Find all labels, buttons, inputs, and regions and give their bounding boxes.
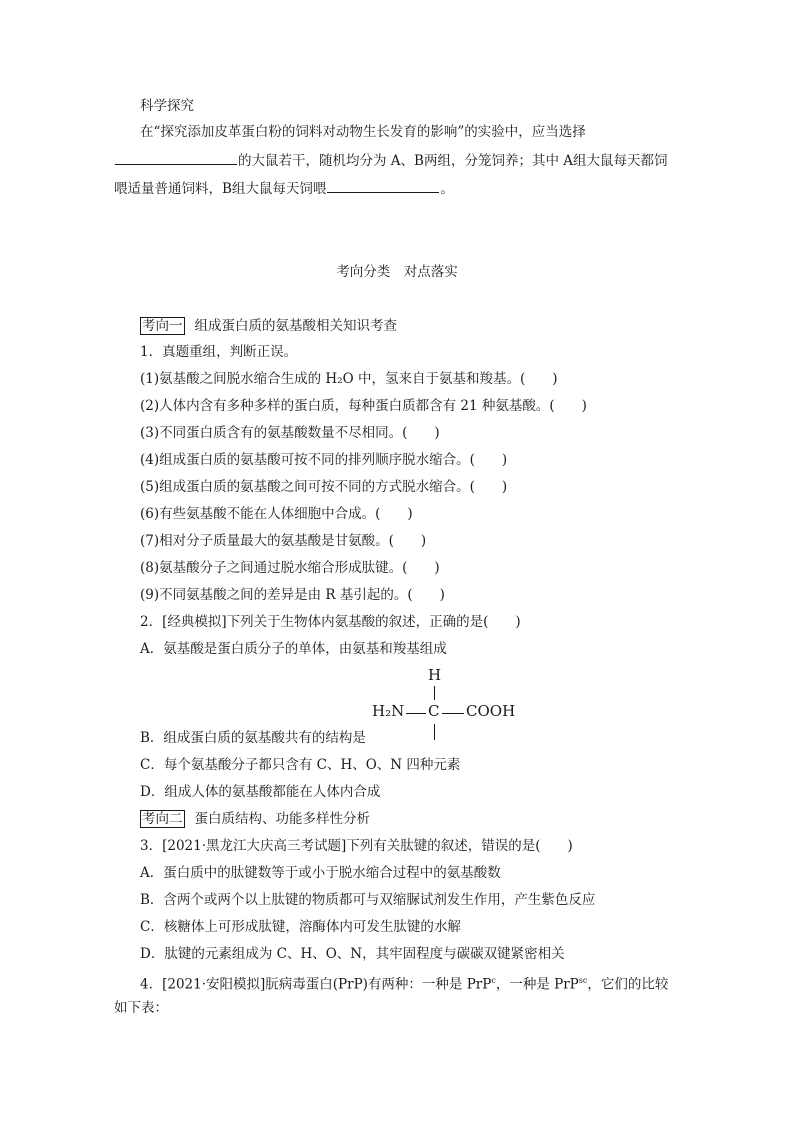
kaoxiang-1-label: 考向一 — [142, 318, 183, 334]
q1-item-7: (7)相对分子质量最大的氨基酸是甘氨酸。( ) — [140, 533, 427, 549]
q4-line-1-b: ，一种是 PrP — [495, 976, 579, 993]
answer-blank-1[interactable] — [115, 150, 237, 165]
formula-bond-right — [442, 713, 464, 714]
formula-left-h2n: H₂N — [372, 702, 405, 720]
q1-stem: 1．真题重组，判断正误。 — [140, 344, 298, 360]
amino-acid-structure-formula — [372, 666, 542, 744]
q1-item-8: (8)氨基酸分子之间通过脱水缩合形成肽键。( ) — [140, 560, 440, 576]
q4-line-1 — [140, 971, 668, 995]
q3-stem: 3．[2021·黑龙江大庆高三考试题]下列有关肽键的叙述，错误的是( ) — [140, 838, 573, 854]
q1-item-6: (6)有些氨基酸不能在人体细胞中合成。( ) — [140, 506, 413, 522]
answer-blank-2[interactable] — [327, 178, 439, 193]
q3-option-a: A．蛋白质中的肽键数等于或小于脱水缩合过程中的氨基酸数 — [140, 865, 501, 881]
q4-line-1-c: ，它们的比较 — [587, 976, 669, 993]
section-title: 考向分类 对点落实 — [336, 264, 458, 280]
q2-option-d: D．组成人体的氨基酸都能在人体内合成 — [140, 784, 381, 800]
intro-title: 科学探究 — [140, 98, 194, 114]
formula-bond-bottom — [434, 724, 435, 740]
q3-option-b: B．含两个或两个以上肽键的物质都可与双缩脲试剂发生作用，产生紫色反应 — [140, 892, 596, 908]
q1-item-3: (3)不同蛋白质含有的氨基酸数量不尽相同。( ) — [140, 425, 440, 441]
intro-line-3 — [114, 178, 454, 199]
q1-item-9: (9)不同氨基酸之间的差异是由 R 基引起的。( ) — [140, 587, 445, 603]
intro-line-2-text: 的大鼠若干，随机均分为 A、B两组，分笼饲养；其中 A组大鼠每天都饲 — [238, 153, 668, 169]
kaoxiang-2-title: 蛋白质结构、功能多样性分析 — [194, 811, 370, 827]
q2-stem: 2．[经典模拟]下列关于生物体内氨基酸的叙述，正确的是( ) — [140, 614, 521, 630]
q2-option-a: A．氨基酸是蛋白质分子的单体，由氨基和羧基组成 — [140, 641, 447, 657]
formula-bond-left — [406, 713, 426, 714]
q4-line-2: 如下表： — [114, 1000, 168, 1016]
kaoxiang-1-title: 组成蛋白质的氨基酸相关知识考查 — [194, 318, 397, 334]
q4-sup-sc: sc — [578, 976, 588, 985]
kaoxiang-1-heading — [140, 316, 397, 336]
formula-bond-top — [434, 686, 435, 700]
q4-sup-c: c — [491, 976, 496, 985]
q1-item-4: (4)组成蛋白质的氨基酸可按不同的排列顺序脱水缩合。( ) — [140, 452, 508, 468]
q2-option-b: B．组成蛋白质的氨基酸共有的结构是 — [140, 730, 366, 746]
kaoxiang-2-label: 考向二 — [142, 811, 183, 827]
formula-right-cooh: COOH — [466, 702, 516, 720]
q1-item-2: (2)人体内含有多种多样的蛋白质，每种蛋白质都含有 21 种氨基酸。( ) — [140, 398, 587, 414]
q1-item-1: (1)氨基酸之间脱水缩合生成的 H₂O 中，氢来自于氨基和羧基。( ) — [140, 371, 558, 387]
intro-line-3-end: 。 — [440, 181, 454, 197]
q1-item-5: (5)组成蛋白质的氨基酸之间可按不同的方式脱水缩合。( ) — [140, 479, 508, 495]
formula-center-c: C — [428, 702, 440, 720]
intro-line-3-text: 喂适量普通饲料，B组大鼠每天饲喂 — [114, 181, 327, 197]
q4-line-1-a: 4．[2021·安阳模拟]朊病毒蛋白(PrP)有两种：一种是 PrP — [140, 976, 492, 993]
q3-option-d: D．肽键的元素组成为 C、H、O、N，其牢固程度与碳碳双键紧密相关 — [140, 946, 565, 962]
kaoxiang-2-heading — [140, 809, 370, 829]
q2-option-c: C．每个氨基酸分子都只含有 C、H、O、N 四种元素 — [140, 757, 461, 773]
intro-line-1: 在“探究添加皮革蛋白粉的饲料对动物生长发育的影响”的实验中，应当选择 — [140, 124, 586, 140]
formula-top-h: H — [428, 666, 442, 684]
intro-line-2 — [114, 150, 668, 171]
q3-option-c: C．核糖体上可形成肽键，溶酶体内可发生肽键的水解 — [140, 919, 461, 935]
